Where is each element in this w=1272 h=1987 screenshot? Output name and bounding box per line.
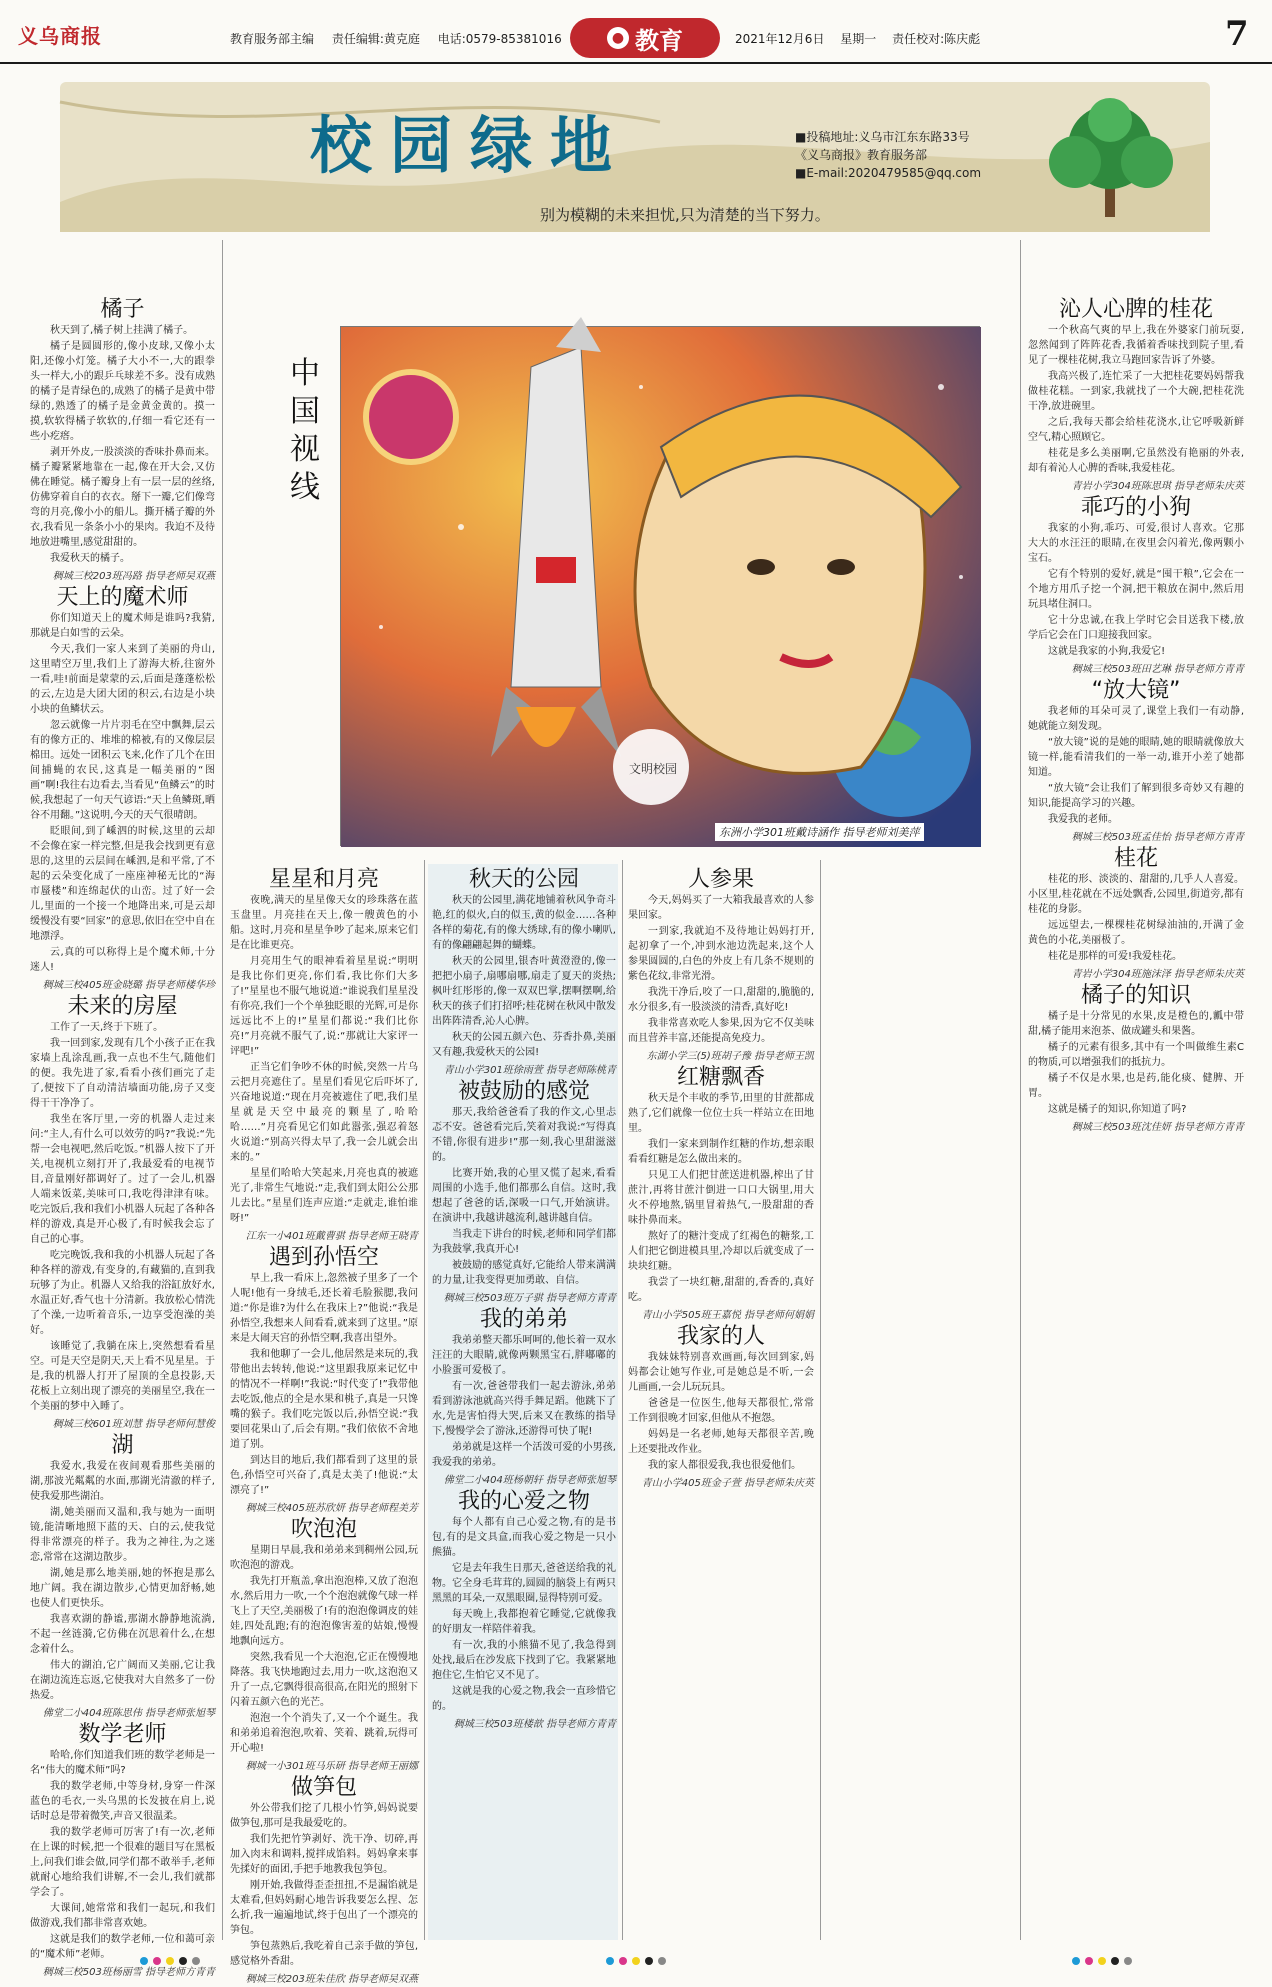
article-byline: 佛堂二小404班杨朝轩 指导老师张旭琴 xyxy=(443,1475,616,1486)
tree-illustration-icon xyxy=(1015,92,1205,222)
section-logo-icon: ● xyxy=(607,27,629,49)
article-paragraph: 我老师的耳朵可灵了,课堂上我们一有动静,她就能立刻发现。 xyxy=(1028,706,1244,732)
article-osmanthus-fragrance xyxy=(1028,297,1244,494)
article-treasure xyxy=(432,1489,616,1732)
article-paragraph: 当我走下讲台的时候,老师和同学们都为我鼓掌,我真开心! xyxy=(432,1229,616,1255)
newspaper-logo: 义乌商报 xyxy=(18,24,102,48)
column-2 xyxy=(230,866,418,1987)
article-byline: 青山小学405班金子萱 指导老师朱庆英 xyxy=(641,1478,814,1489)
editor-info xyxy=(230,30,576,47)
article-autumn-park xyxy=(432,867,616,1078)
article-title: 吹泡泡 xyxy=(290,1517,357,1542)
article-byline: 稠城三校503班万子骐 指导老师方青青 xyxy=(443,1293,616,1304)
column-divider xyxy=(222,240,223,1940)
article-paragraph: 突然,我看见一个大泡泡,它正在慢慢地降落。我飞快地跑过去,用力一吹,这泡泡又升了一点,它飘得很高很高,在阳光的照射下闪着五颜六色的光芒。 xyxy=(230,1652,418,1708)
article-paragraph: 只见工人们把甘蔗送进机器,榨出了甘蔗汁,再将甘蔗汁倒进一口口大锅里,用大火不停地熬,锅里冒着热气,一股甜甜的香味扑鼻而来。 xyxy=(628,1170,814,1226)
proofreader: 责任校对:陈庆彪 xyxy=(892,32,981,46)
article-title: 乖巧的小狗 xyxy=(1080,495,1191,520)
article-sun-wukong xyxy=(230,1245,418,1516)
article-title: 湖 xyxy=(111,1433,134,1458)
article-paragraph: 妈妈是一名老师,她每天都很辛苦,晚上还要批改作业。 xyxy=(628,1429,814,1455)
article-paragraph: “放大镜”会让我们了解到很多奇妙又有趣的知识,能提高学习的兴趣。 xyxy=(1028,783,1244,809)
painting-cloud-text: 文明校园 xyxy=(629,762,678,776)
article-paragraph: 我爱水,我爱在夜间观看那些美丽的湖,那波光粼粼的水面,那湖光清澈的样子,使我爱那些湖泊。 xyxy=(30,1461,215,1502)
article-paragraph: 弟弟就是这样一个活泼可爱的小男孩,我爱我的弟弟。 xyxy=(432,1442,616,1468)
article-title: “放大镜” xyxy=(1091,678,1181,703)
column-divider xyxy=(820,860,821,1940)
article-paragraph: 橘子的元素有很多,其中有一个叫做维生素C的物质,可以增强我们的抵抗力。 xyxy=(1028,1042,1244,1068)
article-byline: 稠城三校601班刘慧 指导老师何慧俊 xyxy=(52,1419,215,1430)
article-paragraph: 远远望去,一棵棵桂花树绿油油的,开满了金黄色的小花,美丽极了。 xyxy=(1028,920,1244,946)
article-byline: 稠城三校203班朱佳欣 指导老师吴双燕 xyxy=(245,1974,418,1985)
article-title: 未来的房屋 xyxy=(67,994,178,1019)
article-paragraph: 我洗干净后,咬了一口,甜甜的,脆脆的,水分很多,有一股淡淡的清香,真好吃! xyxy=(628,987,814,1013)
article-paragraph: 我高兴极了,连忙采了一大把桂花要妈妈帮我做桂花糕。一到家,我就找了一个大碗,把桂花洗干净,放进碗里。 xyxy=(1028,371,1244,412)
article-paragraph: 我的数学老师可厉害了!有一次,老师在上课的时候,把一个很难的题目写在黑板上,问我们谁会做,同学们都不敢举手,老师就耐心地给我们讲解,不一会儿,我们就都学会了。 xyxy=(30,1827,215,1898)
article-paragraph: 我们先把竹笋剥好、洗干净、切碎,再加入肉末和调料,搅拌成馅料。妈妈拿来事先揉好的面团,手把手地教我包笋包。 xyxy=(230,1834,418,1875)
contact-info xyxy=(795,128,981,182)
banner-title: 校园绿地 xyxy=(310,109,631,182)
article-byline: 稠城三校203班冯路 指导老师吴双燕 xyxy=(52,571,215,582)
article-paragraph: 秋天到了,橘子树上挂满了橘子。 xyxy=(50,325,194,336)
article-paragraph: 湖,她是那么地美丽,她的怀抱是那么地广阔。我在湖边散步,心情更加舒畅,她也使人们更快乐。 xyxy=(30,1568,215,1609)
article-paragraph: 这就是橘子的知识,你知道了吗? xyxy=(1048,1104,1187,1115)
art-section-title: 中国视线 xyxy=(290,356,320,505)
article-encouraged xyxy=(432,1079,616,1306)
column-4 xyxy=(628,866,814,1491)
article-sky-magician xyxy=(30,585,215,993)
column-5 xyxy=(1028,296,1244,1135)
article-paragraph: 刚开始,我做得歪歪扭扭,不是漏馅就是太难看,但妈妈耐心地告诉我要怎么捏、怎么折,我一遍遍地试,终于包出了一个漂亮的笋包。 xyxy=(230,1880,418,1936)
article-paragraph: “放大镜”说的是她的眼睛,她的眼睛就像放大镜一样,能看清我们的一举一动,谁开小差了她都知道。 xyxy=(1028,737,1244,778)
painting-astronaut-rocket xyxy=(341,327,981,847)
article-magnifier xyxy=(1028,678,1244,845)
contact-address: ■投稿地址:义乌市江东东路33号 xyxy=(795,130,970,144)
column-divider xyxy=(424,860,425,1940)
article-title: 桂花 xyxy=(1113,846,1158,871)
article-title: 人参果 xyxy=(687,867,754,892)
article-my-brother xyxy=(432,1307,616,1488)
article-lake xyxy=(30,1433,215,1721)
section-name: 教育 xyxy=(635,26,683,55)
article-paragraph: 我爱我的老师。 xyxy=(1048,814,1118,825)
article-title: 数学老师 xyxy=(78,1722,167,1747)
article-paragraph: 橘子不仅是水果,也是药,能化痰、健脾、开胃。 xyxy=(1028,1073,1244,1099)
article-paragraph: 工作了一天,终于下班了。 xyxy=(50,1022,164,1033)
article-paragraph: 今天,我们一家人来到了美丽的舟山,这里晴空万里,我们上了游海大桥,往窗外一看,哇!前面是蒙蒙的云,后面是蓬蓬松松的云,左边是大团大团的积云,右边是小块小块的鱼鳞状云。 xyxy=(30,644,215,715)
article-osmanthus xyxy=(1028,846,1244,982)
article-title: 红糖飘香 xyxy=(676,1065,765,1090)
article-title: 遇到孙悟空 xyxy=(268,1245,379,1270)
article-paragraph: 爸爸是一位医生,他每天都很忙,常常工作到很晚才回家,但他从不抱怨。 xyxy=(628,1398,814,1424)
article-paragraph: 有一次,我的小熊猫不见了,我急得到处找,最后在沙发底下找到了它。我紧紧地抱住它,生怕它又不见了。 xyxy=(432,1640,616,1681)
article-paragraph: 星星们哈哈大笑起来,月亮也真的被遮光了,非常生气地说:“走,我们到太阳公公那儿去比。”星星们连声应道:“走就走,谁怕谁呀!” xyxy=(230,1168,418,1224)
footer-registration-marks xyxy=(0,1950,1272,1971)
article-paragraph: 秋天的公园里,满花地铺着秋风争奇斗艳,红的似火,白的似玉,黄的似金……各种各样的菊花,有的像大绣球,有的像小喇叭,有的像翩翩起舞的蝴蝶。 xyxy=(432,895,616,951)
article-brown-sugar xyxy=(628,1065,814,1323)
article-stars-moon xyxy=(230,867,418,1244)
editor-chief: 教育服务部主编 xyxy=(230,32,315,46)
article-paragraph: 我先打开瓶盖,拿出泡泡棒,又放了泡泡水,然后用力一吹,一个个泡泡就像气球一样飞上了天空,美丽极了!有的泡泡像调皮的娃娃,四处乱跑;有的泡泡像害羞的姑娘,慢慢地飘向远方。 xyxy=(230,1576,418,1647)
column-3 xyxy=(432,866,616,1732)
article-byline: 稠城三校503班田艺琳 指导老师方青青 xyxy=(1071,664,1244,675)
article-byline: 稠城三校503班沈佳妍 指导老师方青青 xyxy=(1071,1122,1244,1133)
article-byline: 青山小学505班王嘉悦 指导老师何娟娟 xyxy=(641,1310,814,1321)
article-paragraph: 它十分忠诚,在我上学时它会目送我下楼,放学后它会在门口迎接我回家。 xyxy=(1028,615,1244,641)
article-byline: 稠城三校503班孟佳怡 指导老师方青青 xyxy=(1071,832,1244,843)
phone: 电话:0579-85381016 xyxy=(437,32,562,46)
article-paragraph: 它有个特别的爱好,就是“囤干粮”,它会在一个地方用爪子挖一个洞,把干粮放在洞中,然后用玩具堵住洞口。 xyxy=(1028,569,1244,610)
article-oranges xyxy=(30,297,215,584)
article-paragraph: 这就是我家的小狗,我爱它! xyxy=(1048,646,1166,657)
article-paragraph: 每个人都有自己心爱之物,有的是书包,有的是文具盒,而我心爱之物是一只小熊猫。 xyxy=(432,1517,616,1558)
article-paragraph: 夜晚,满天的星星像天女的珍珠落在蓝玉盘里。月亮挂在天上,像一艘黄色的小船。这时,月亮和星星争吵了起来,原来它们是在比谁更亮。 xyxy=(230,895,418,951)
article-paragraph: 它是去年我生日那天,爸爸送给我的礼物。它全身毛茸茸的,圆圆的脑袋上有两只黑黑的耳朵,一双黑眼圈,显得特别可爱。 xyxy=(432,1563,616,1604)
article-paragraph: 有一次,爸爸带我们一起去游泳,弟弟看到游泳池就高兴得手舞足蹈。他跳下了水,先是害怕得大哭,后来又在教练的指导下,慢慢学会了游泳,还游得可快了呢! xyxy=(432,1381,616,1437)
article-paragraph: 眨眼间,到了嵊泗的时候,这里的云却不会像在家一样完整,但是我会找到更有意思的,这里的云层间在嵊泗,是和平常,了不起的云朵变化成了一座座神秘无比的“海市蜃楼”和连绵起伏的山峦。过了好一会儿,里面的一个接一个地降出来,可是云却缓慢没有要“回家”的意思,依旧在空中自在地漂浮。 xyxy=(30,826,215,942)
article-byline: 稠城三校503班杨丽雪 指导老师方青青 xyxy=(42,1967,215,1978)
article-paragraph: 秋天的公园里,银杏叶黄澄澄的,像一把把小扇子,扇哪扇哪,扇走了夏天的炎热;枫叶红彤彤的,像一双双巴掌,摆啊摆啊,给秋天的孩子们打招呼;桂花树在秋风中散发出阵阵清香,沁人心脾。 xyxy=(432,956,616,1027)
article-paragraph: 秋天的公园五颜六色、芬香扑鼻,美丽又有趣,我爱秋天的公园! xyxy=(432,1032,616,1058)
article-paragraph: 秋天是个丰收的季节,田里的甘蔗都成熟了,它们就像一位位士兵一样站立在田地里。 xyxy=(628,1093,814,1134)
article-paragraph: 橘子是十分常见的水果,皮是橙色的,瓤中带甜,橘子能用来泡茶、做成罐头和果酱。 xyxy=(1028,1011,1244,1037)
article-paragraph: 吃完晚饭,我和我的小机器人玩起了各种各样的游戏,有变身的,有藏猫的,直到我玩够了为止。机器人又给我的浴缸放好水,水温正好,香气也十分清新。我放松心情洗了个澡,一边听着音乐,一边享受泡澡的美好。 xyxy=(30,1250,215,1336)
article-paragraph: 正当它们争吵不休的时候,突然一片乌云把月亮遮住了。星星们看见它后吓坏了,兴奋地说道:“现在月亮被遮住了吧,我们星星就是天空中最亮的颗星了,哈哈哈……”月亮看见它们如此嚣张,强忍着怒火说道:“别高兴得太早了,我一会儿就会出来的。” xyxy=(230,1062,418,1163)
article-paragraph: 湖,她美丽而又温和,我与她为一面明镜,能清晰地照下蓝的天、白的云,使我觉得非常漂亮的样子。我为之神往,为之迷恋,常常在这湖边散步。 xyxy=(30,1507,215,1563)
article-paragraph: 这就是我的心爱之物,我会一直珍惜它的。 xyxy=(432,1686,616,1712)
article-math-teacher xyxy=(30,1722,215,1980)
article-puppy xyxy=(1028,495,1244,677)
column-divider xyxy=(1020,240,1021,1940)
article-paragraph: 我非常喜欢吃人参果,因为它不仅美味而且营养丰富,还能提高免疫力。 xyxy=(628,1018,814,1044)
article-paragraph: 你们知道天上的魔术师是谁吗?我猜,那就是白如雪的云朵。 xyxy=(30,613,215,639)
article-paragraph: 一到家,我就迫不及待地让妈妈打开,起初拿了一个,冲到水池边洗起来,这个人参果圆圆的,白色的外皮上有几条不规则的紫色花纹,非常光滑。 xyxy=(628,926,814,982)
article-paragraph: 我一回到家,发现有几个小孩子正在我家墙上乱涂乱画,我一点也不生气,随他们的便。我先进了家,看看小孩们画完了走了,便按下了自动清洁墙面功能,房子又变得干干净净了。 xyxy=(30,1038,215,1109)
column-1 xyxy=(30,296,215,1980)
article-paragraph: 桂花的形、淡淡的、甜甜的,几乎人人喜爱。小区里,桂花就在不远处飘香,公园里,街道旁,都有桂花的身影。 xyxy=(1028,874,1244,915)
article-title: 天上的魔术师 xyxy=(56,585,189,610)
article-paragraph: 之后,我每天都会给桂花浇水,让它呼吸新鲜空气,精心照顾它。 xyxy=(1028,417,1244,443)
article-byline: 青岩小学304班施沫泽 指导老师朱庆英 xyxy=(1071,969,1244,980)
painting-caption: 东洲小学301班戴诗涵作 指导老师刘美萍 xyxy=(715,823,924,841)
article-paragraph: 桂花是那样的可爱!我爱桂花。 xyxy=(1048,951,1183,962)
article-paragraph: 哈哈,你们知道我们班的数学老师是一名“伟大的魔术师”吗? xyxy=(30,1750,215,1776)
article-byline: 佛堂二小404班陈思伟 指导老师张旭琴 xyxy=(42,1708,215,1719)
article-future-house xyxy=(30,994,215,1432)
article-byline: 稠城一小301班马乐研 指导老师王丽娜 xyxy=(245,1761,418,1772)
editor: 责任编辑:黄克庭 xyxy=(331,32,420,46)
section-badge xyxy=(570,18,720,58)
article-ginseng-fruit xyxy=(628,867,814,1064)
student-painting xyxy=(340,326,980,846)
article-paragraph: 橘子是圆圆形的,像小皮球,又像小太阳,还像小灯笼。橘子大小不一,大的跟拳头一样大,小的跟乒乓球差不多。没有成熟的橘子是青绿色的,成熟了的橘子是黄中带绿的,熟透了的橘子是金黄金黄的。摸一摸,软软得橘子软软的,仔细一看它还有一些小疙瘩。 xyxy=(30,341,215,442)
article-paragraph: 我和他聊了一会儿,他居然是来玩的,我带他出去转转,他说:“这里跟我原来记忆中的情况不一样啊!”我说:“时代变了!”我带他去吃饭,他点的全是水果和桃子,真是一只馋嘴的猴子。我们吃完饭以后,孙悟空说:“我要回花果山了,后会有期。”我们依依不舍地道了别。 xyxy=(230,1349,418,1450)
article-paragraph: 熬好了的糖汁变成了红褐色的糖浆,工人们把它倒进模具里,冷却以后就变成了一块块红糖。 xyxy=(628,1231,814,1272)
weekday: 星期一 xyxy=(840,32,877,46)
article-paragraph: 我喜欢湖的静谧,那湖水静静地流淌,不起一丝涟漪,它仿佛在沉思着什么,在想念着什么。 xyxy=(30,1614,215,1655)
contact-email: ■E-mail:2020479585@qq.com xyxy=(795,166,982,180)
article-byline: 江东一小401班戴曹骐 指导老师王晓青 xyxy=(245,1231,418,1242)
color-dots-left xyxy=(140,1957,200,1965)
article-paragraph: 这就是我们的数学老师,一位和蔼可亲的“魔术师”老师。 xyxy=(30,1934,215,1960)
article-paragraph: 月亮用生气的眼神看着星星说:“明明是我比你们更亮,你们看,我比你们大多了!”星星也不服气地说道:“谁说我们星星没有你亮,我们一个个单独眨眼的光辉,可是你远远比不上的!”星星们都说:“我们比你亮!”月亮就不服气了,说:“那就让大家评一评吧!” xyxy=(230,956,418,1057)
article-paragraph: 我妹妹特别喜欢画画,每次回到家,妈妈都会让她写作业,可是她总是不听,一会儿画画,一会儿玩玩具。 xyxy=(628,1352,814,1393)
article-title: 橘子 xyxy=(100,297,145,322)
article-title: 秋天的公园 xyxy=(468,867,579,892)
article-byline: 稠城三校405班苏欣妍 指导老师程美芳 xyxy=(245,1503,418,1514)
article-orange-knowledge xyxy=(1028,983,1244,1135)
article-paragraph: 我的数学老师,中等身材,身穿一件深蓝色的毛衣,一头乌黑的长发披在肩上,说话时总是带着微笑,声音又很温柔。 xyxy=(30,1781,215,1822)
article-title: 我的弟弟 xyxy=(479,1307,568,1332)
article-paragraph: 该睡觉了,我躺在床上,突然想看看星空。可是天空是阴天,天上看不见星星。于是,我的机器人打开了屋顶的全息投影,天花板上立刻出现了漂亮的美丽星空,我在一个美丽的梦中入睡了。 xyxy=(30,1341,215,1412)
article-paragraph: 我弟弟整天都乐呵呵的,他长着一双水汪汪的大眼睛,就像两颗黑宝石,胖嘟嘟的小脸蛋可爱极了。 xyxy=(432,1335,616,1376)
article-byline: 东湖小学三(5)班胡子豫 指导老师王凯 xyxy=(646,1051,814,1062)
page-number: 7 xyxy=(1225,14,1249,54)
contact-department: 《义乌商报》教育服务部 xyxy=(795,148,928,162)
article-byline: 稠城三校503班楼歆 指导老师方青青 xyxy=(453,1719,616,1730)
article-paragraph: 云,真的可以称得上是个魔术师,十分迷人! xyxy=(30,947,215,973)
article-title: 我的心爱之物 xyxy=(457,1489,590,1514)
article-my-family xyxy=(628,1324,814,1491)
article-bubbles xyxy=(230,1517,418,1774)
issue-date xyxy=(735,30,992,47)
article-paragraph: 星期日早晨,我和弟弟来到稠州公园,玩吹泡泡的游戏。 xyxy=(230,1545,418,1571)
article-title: 被鼓励的感觉 xyxy=(457,1079,590,1104)
article-paragraph: 比赛开始,我的心里又慌了起来,看看周围的小选手,他们都那么自信。这时,我想起了爸爸的话,深吸一口气,开始演讲。在演讲中,我越讲越流利,越讲越自信。 xyxy=(432,1168,616,1224)
color-dots-right xyxy=(1072,1957,1132,1965)
article-paragraph: 剥开外皮,一股淡淡的香味扑鼻而来。橘子瓣紧紧地靠在一起,像在开大会,又仿佛在睡觉。橘子瓣身上有一层一层的丝络,仿佛穿着自白的衣衣。掰下一瓣,它们像弯弯的月亮,像小小的船儿。撕开橘子瓣的外衣,我看见一条条小小的果肉。我迫不及待地放进嘴里,感觉甜甜的。 xyxy=(30,447,215,548)
article-title: 我家的人 xyxy=(676,1324,765,1349)
article-paragraph: 笋包蒸熟后,我吃着自己亲手做的笋包,感觉格外香甜。 xyxy=(230,1941,418,1967)
article-paragraph: 早上,我一看床上,忽然被子里多了一个人呢!他有一身绒毛,还长着毛脸猴腮,我问道:“你是谁?为什么在我床上?”他说:“我是孙悟空,我想来人间看看,就来到了这里。”原来是大闹天宫的孙悟空啊,我喜出望外。 xyxy=(230,1273,418,1344)
article-title: 星星和月亮 xyxy=(268,867,379,892)
article-title: 沁人心脾的桂花 xyxy=(1058,297,1213,322)
article-byline: 青山小学301班徐雨萱 指导老师陈桃青 xyxy=(443,1065,616,1076)
article-paragraph: 桂花是多么美丽啊,它虽然没有艳丽的外表,却有着沁人心脾的香味,我爱桂花。 xyxy=(1028,448,1244,474)
article-paragraph: 我尝了一块红糖,甜甜的,香香的,真好吃。 xyxy=(628,1277,814,1303)
article-paragraph: 我的家人都很爱我,我也很爱他们。 xyxy=(648,1460,802,1471)
article-paragraph: 那天,我给爸爸看了我的作文,心里忐忑不安。爸爸看完后,笑着对我说:“写得真不错,你很有进步!”那一刻,我心里甜滋滋的。 xyxy=(432,1107,616,1163)
article-paragraph: 伟大的湖泊,它广阔而又美丽,它让我在湖边流连忘返,它使我对大自然多了一份热爱。 xyxy=(30,1660,215,1701)
article-paragraph: 外公带我们挖了几根小竹笋,妈妈说要做笋包,那可是我最爱吃的。 xyxy=(230,1803,418,1829)
article-byline: 稠城三校405班金晓璐 指导老师楼华珍 xyxy=(42,980,215,991)
article-paragraph: 大课间,她常常和我们一起玩,和我们做游戏,我们都非常喜欢她。 xyxy=(30,1903,215,1929)
banner-slogan: 别为模糊的未来担忧,只为清楚的当下努力。 xyxy=(540,206,830,224)
article-paragraph: 今天,妈妈买了一大箱我最喜欢的人参果回家。 xyxy=(628,895,814,921)
article-byline: 青岩小学304班陈思琪 指导老师朱庆英 xyxy=(1071,481,1244,492)
column-divider xyxy=(622,860,623,1940)
article-paragraph: 泡泡一个个消失了,又一个个诞生。我和弟弟追着泡泡,吹着、笑着、跳着,玩得可开心啦! xyxy=(230,1713,418,1754)
article-paragraph: 一个秋高气爽的早上,我在外婆家门前玩耍,忽然闻到了阵阵花香,我循着香味找到院子里,看见了一棵桂花树,我立马跑回家告诉了外婆。 xyxy=(1028,325,1244,366)
article-paragraph: 我坐在客厅里,一旁的机器人走过来问:“主人,有什么可以效劳的吗?”我说:“先帮一会电视吧,然后吃饭。”机器人按下了开关,电视机立刻打开了,我最爱看的电视节目,音量刚好都调好了。过了一会儿,机器人端来饭菜,美味可口,我吃得津津有味。吃完饭后,我和我们小机器人玩起了各种各样的游戏,真是开心极了,有时候我会忘了自己的心事。 xyxy=(30,1114,215,1245)
article-paragraph: 忽云就像一片片羽毛在空中飘舞,层云有的像方正的、堆堆的棉被,有的又像层层棉田。远处一团积云飞来,化作了几个在田间捕蝇的农民,这真是一幅美丽的“图画”啊!我往右边看去,当看见“鱼鳞云”的时候,我想起了一句天气谚语:“天上鱼鳞斑,晒谷不用翻。”这说明,今天的天气很晴朗。 xyxy=(30,720,215,821)
article-title: 橘子的知识 xyxy=(1080,983,1191,1008)
color-dots-center xyxy=(606,1957,666,1965)
article-title: 做笋包 xyxy=(290,1775,357,1800)
article-paragraph: 我爱秋天的橘子。 xyxy=(50,553,130,564)
article-paragraph: 被鼓励的感觉真好,它能给人带来满满的力量,让我变得更加勇敢、自信。 xyxy=(432,1260,616,1286)
article-paragraph: 到达目的地后,我们都看到了这里的景色,孙悟空可兴奋了,真是太美了!他说:“太漂亮了!” xyxy=(230,1455,418,1496)
article-paragraph: 每天晚上,我都抱着它睡觉,它就像我的好朋友一样陪伴着我。 xyxy=(432,1609,616,1635)
date: 2021年12月6日 xyxy=(735,32,825,46)
article-paragraph: 我家的小狗,乖巧、可爱,很讨人喜欢。它那大大的水汪汪的眼睛,在夜里会闪着光,像两颗小宝石。 xyxy=(1028,523,1244,564)
article-paragraph: 我们一家来到制作红糖的作坊,想亲眼看看红糖是怎么做出来的。 xyxy=(628,1139,814,1165)
